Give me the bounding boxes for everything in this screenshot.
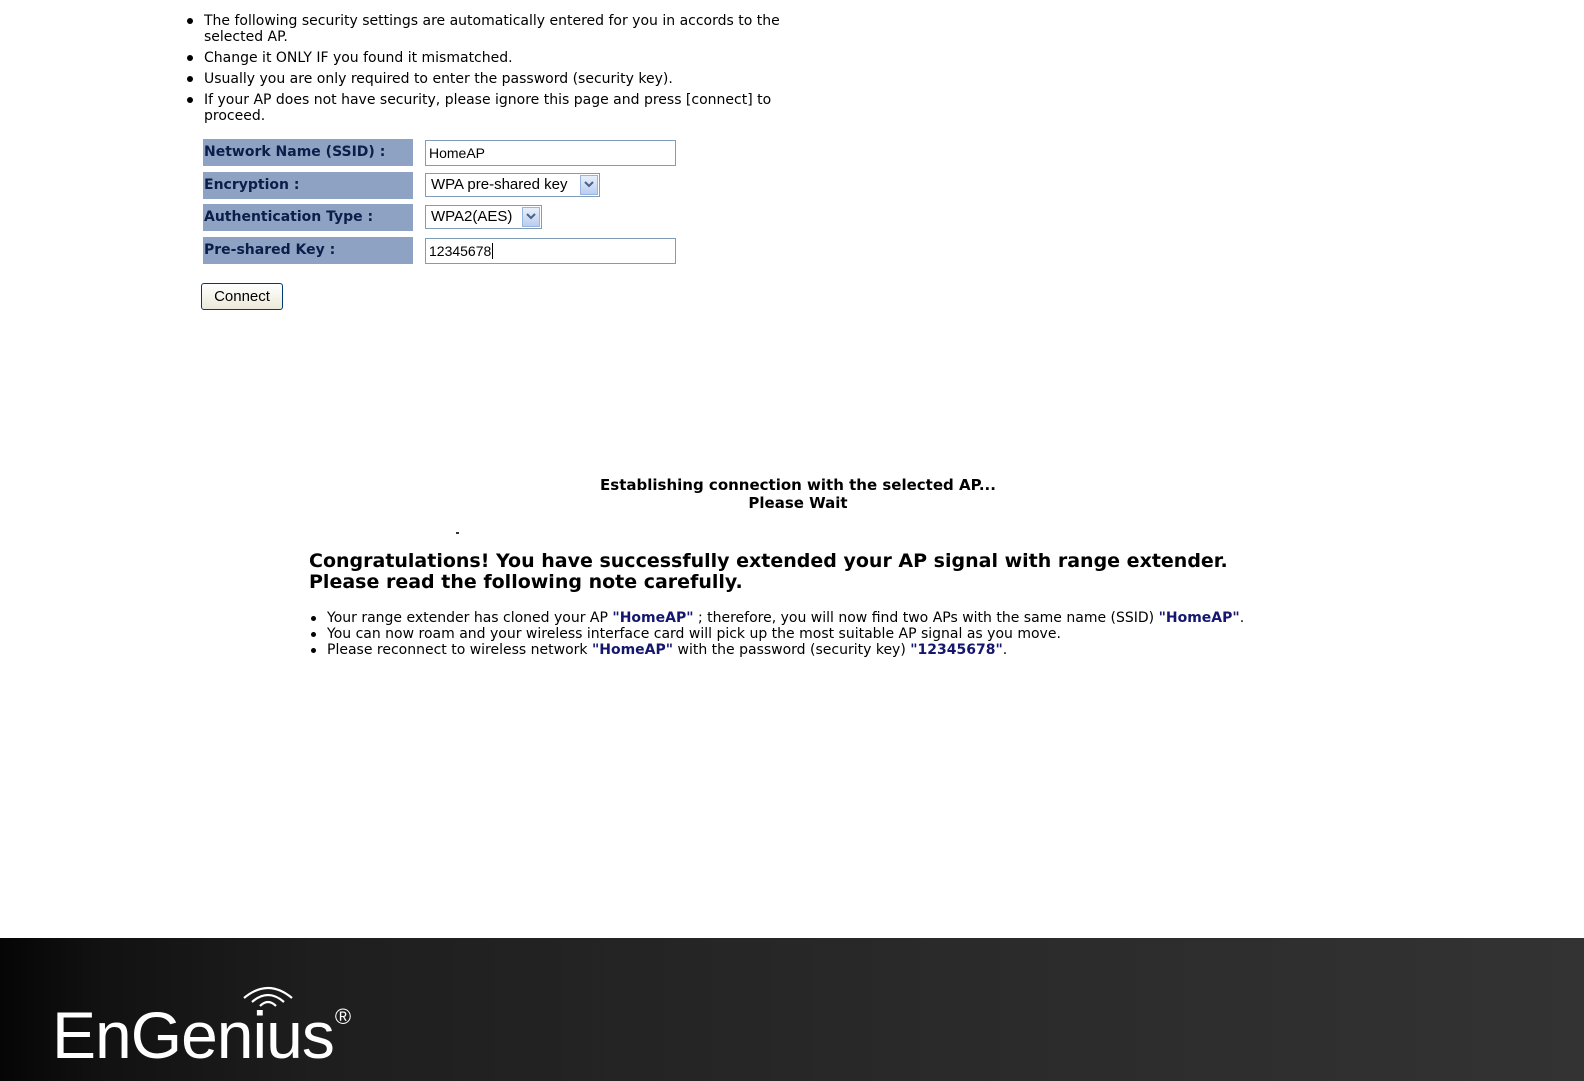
note-text: with the password (security key) [673, 642, 911, 658]
chevron-down-icon[interactable] [580, 175, 598, 195]
instruction-item: Change it ONLY IF you found it mismatched. [187, 50, 797, 66]
note-item [310, 610, 1310, 626]
note-item [310, 642, 1310, 658]
congrats-heading [309, 551, 1309, 593]
note-text: Your range extender has cloned your AP [327, 610, 613, 626]
connect-button[interactable]: Connect [201, 283, 283, 310]
wait-line-2: Please Wait [748, 494, 848, 512]
instruction-item: The following security settings are automatically entered for you in accords to the selected AP. [187, 13, 797, 45]
psk-label: Pre-shared Key : [203, 237, 413, 264]
ssid-highlight: "HomeAP" [612, 610, 694, 626]
instruction-item: Usually you are only required to enter the password (security key). [187, 71, 797, 87]
note-text: . [1002, 642, 1008, 658]
note-text: . [1239, 610, 1245, 626]
text-cursor [492, 243, 493, 259]
note-text: ; therefore, you will now find two APs with the same name (SSID) [693, 610, 1159, 626]
auth-type-label: Authentication Type : [203, 204, 413, 231]
wait-line-1: Establishing connection with the selected AP... [600, 476, 996, 494]
ssid-label: Network Name (SSID) : [203, 139, 413, 166]
note-text: Please reconnect to wireless network [327, 642, 592, 658]
key-highlight: "12345678" [910, 642, 1003, 658]
congrats-line-2: Please read the following note carefully. [309, 571, 743, 593]
ssid-input[interactable]: HomeAP [425, 140, 676, 166]
instruction-list [187, 13, 797, 129]
encryption-selected-value: WPA pre-shared key [431, 176, 568, 193]
divider-mark [456, 532, 459, 534]
congrats-line-1: Congratulations! You have successfully extended your AP signal with range extender. [309, 550, 1228, 572]
wifi-signal-icon [240, 984, 296, 1010]
note-list [310, 610, 1310, 658]
wait-message [500, 476, 1096, 512]
auth-type-selected-value: WPA2(AES) [431, 208, 513, 225]
encryption-label: Encryption : [203, 172, 413, 199]
psk-value: 12345678 [429, 243, 492, 259]
instruction-item: If your AP does not have security, please ignore this page and press [connect] to proceed. [187, 92, 797, 124]
note-item: You can now roam and your wireless interface card will pick up the most suitable AP signal as you move. [310, 626, 1310, 642]
encryption-select[interactable] [425, 173, 600, 197]
registered-mark: ® [334, 1004, 351, 1029]
ssid-highlight: "HomeAP" [1158, 610, 1240, 626]
brand-name: EnGenius [52, 998, 334, 1072]
auth-type-select[interactable] [425, 205, 542, 229]
chevron-down-icon[interactable] [522, 207, 540, 227]
psk-input[interactable] [425, 238, 676, 264]
ssid-highlight: "HomeAP" [591, 642, 674, 658]
brand-logo [52, 982, 372, 1072]
